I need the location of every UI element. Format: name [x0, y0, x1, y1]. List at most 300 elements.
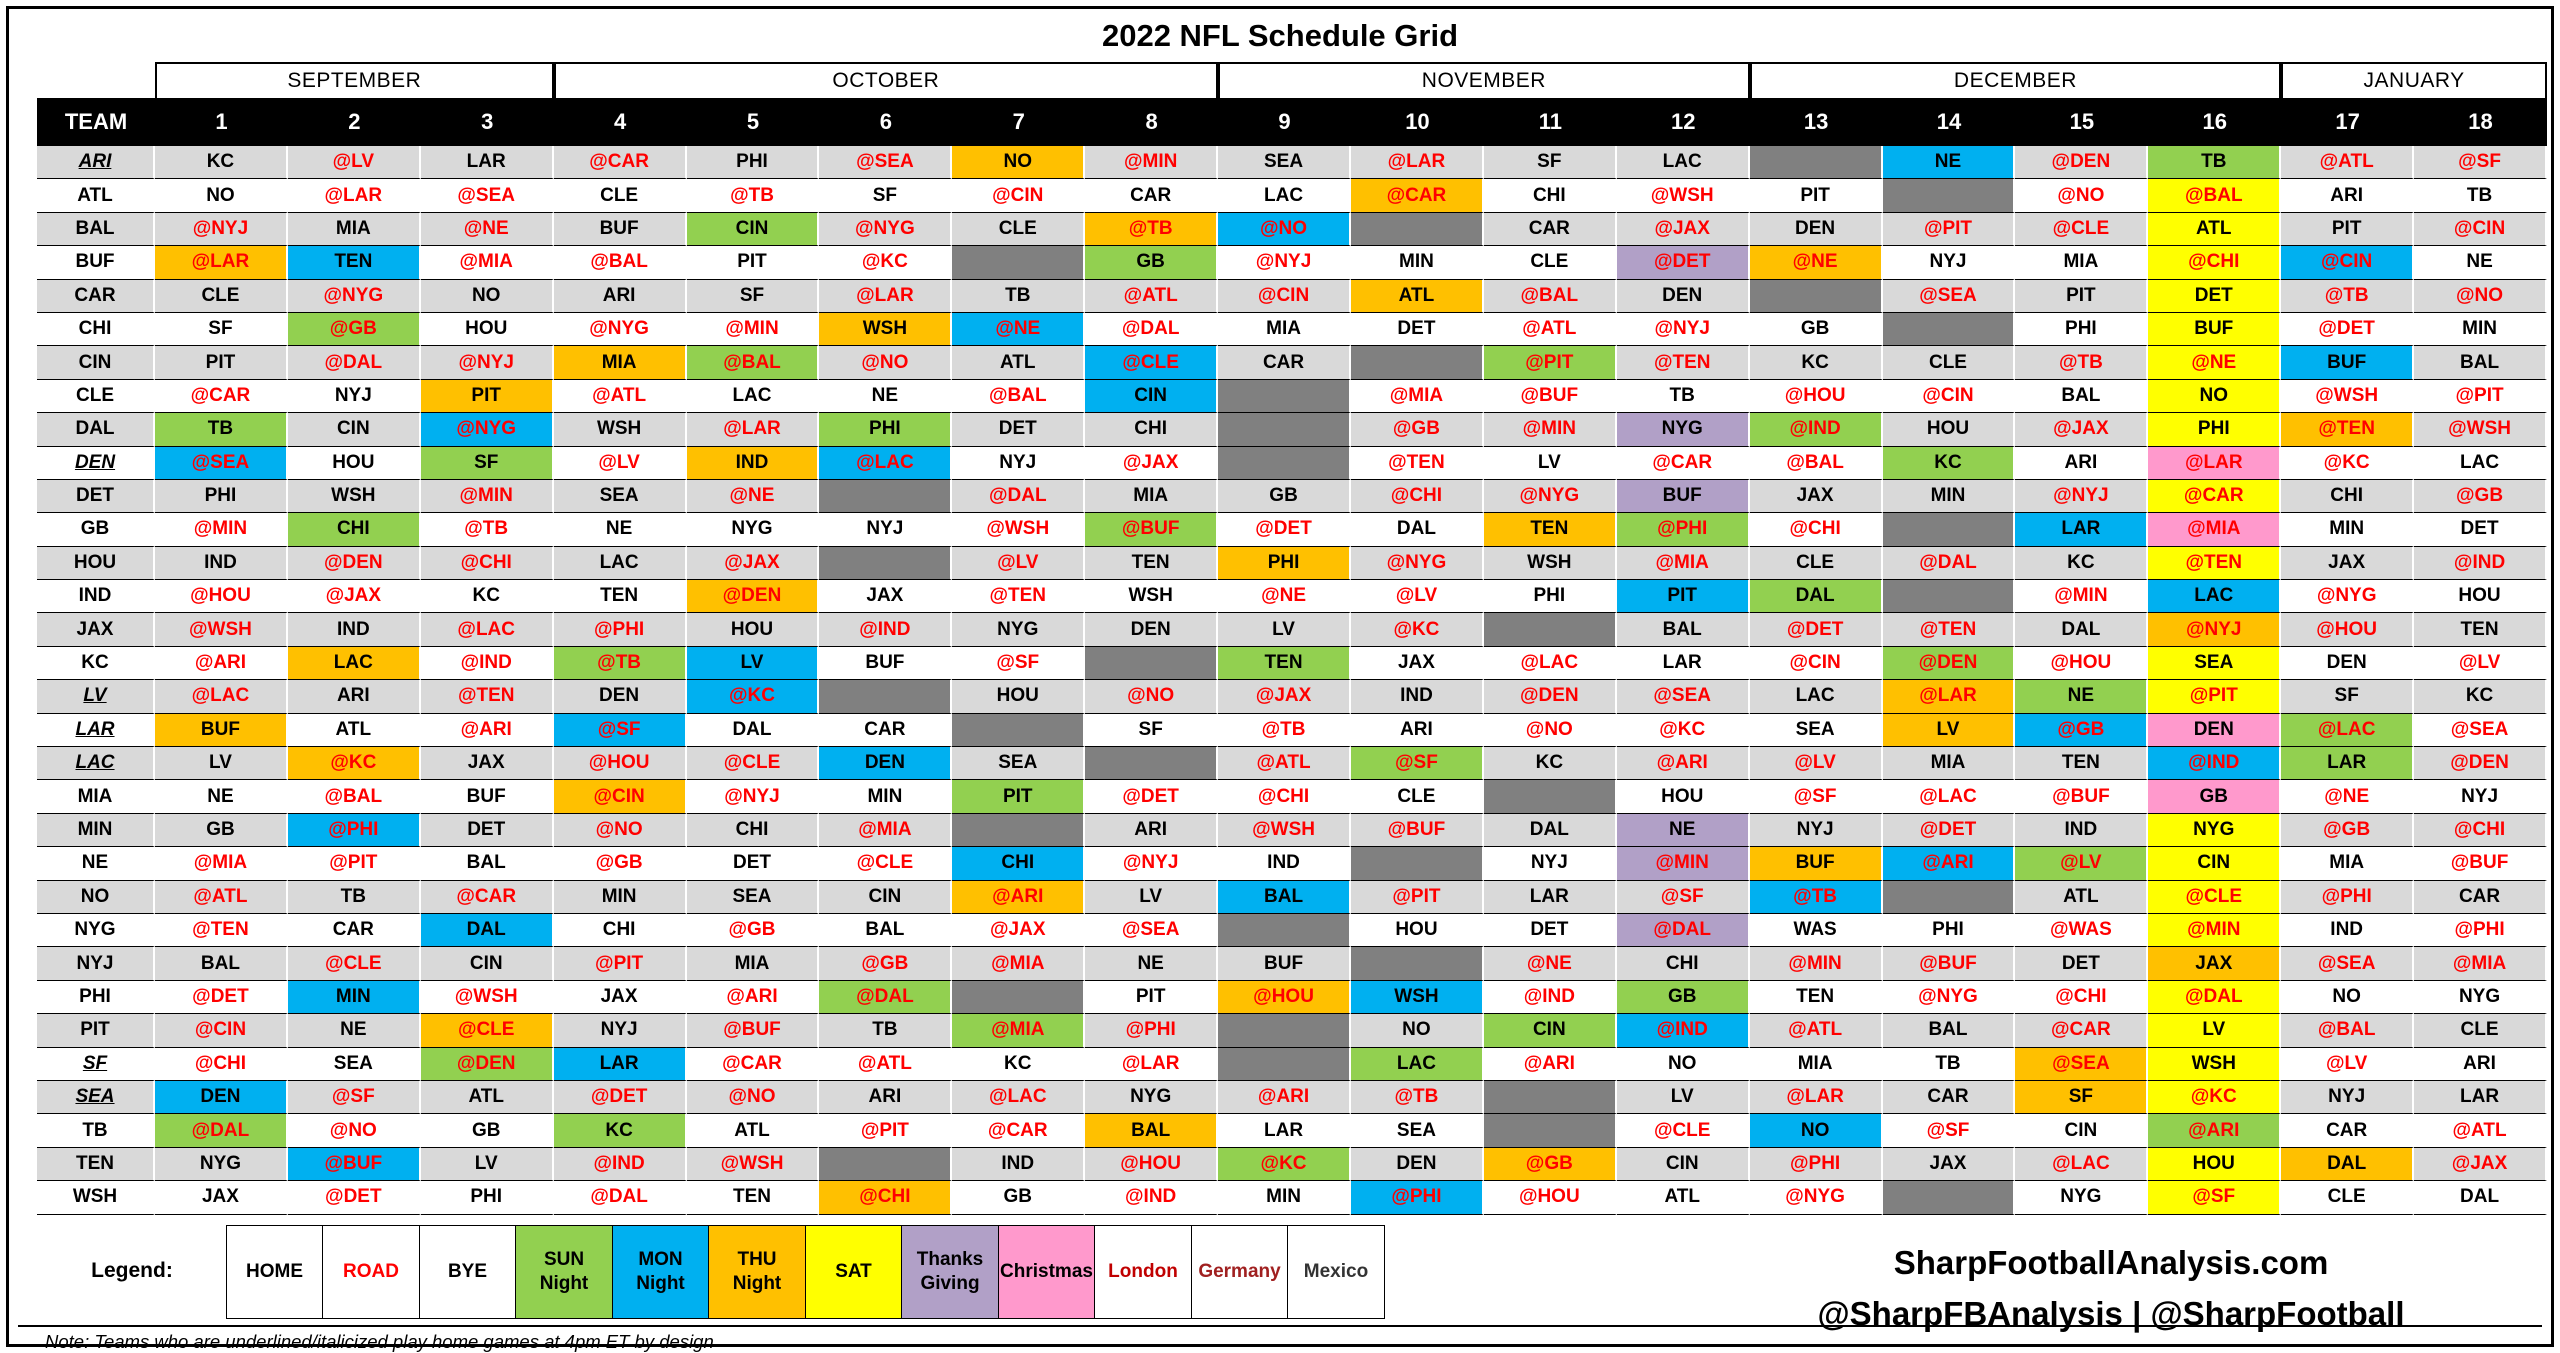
schedule-cell-sea-wk5[interactable]: @NO: [687, 1081, 820, 1114]
schedule-cell-nyj-wk2[interactable]: @CLE: [288, 947, 421, 980]
schedule-cell-lv-wk14[interactable]: @LAR: [1883, 680, 2016, 713]
schedule-cell-car-wk16[interactable]: DET: [2148, 280, 2281, 313]
schedule-cell-bal-wk13[interactable]: DEN: [1750, 213, 1883, 246]
schedule-cell-min-wk5[interactable]: CHI: [687, 814, 820, 847]
schedule-cell-chi-wk1[interactable]: SF: [155, 313, 288, 346]
schedule-cell-wsh-wk2[interactable]: @DET: [288, 1181, 421, 1214]
schedule-cell-lv-wk2[interactable]: ARI: [288, 680, 421, 713]
schedule-cell-nyj-wk17[interactable]: @SEA: [2281, 947, 2414, 980]
schedule-cell-den-wk17[interactable]: @KC: [2281, 447, 2414, 480]
schedule-cell-cle-wk5[interactable]: LAC: [687, 380, 820, 413]
schedule-cell-hou-wk17[interactable]: JAX: [2281, 547, 2414, 580]
schedule-cell-ind-wk8[interactable]: WSH: [1085, 580, 1218, 613]
schedule-cell-mia-wk2[interactable]: @BAL: [288, 780, 421, 813]
schedule-cell-jax-wk5[interactable]: HOU: [687, 613, 820, 646]
schedule-cell-tb-wk12[interactable]: @CLE: [1617, 1114, 1750, 1147]
schedule-cell-gb-wk8[interactable]: @BUF: [1085, 513, 1218, 546]
schedule-cell-dal-wk3[interactable]: @NYG: [421, 413, 554, 446]
schedule-cell-tb-wk7[interactable]: @CAR: [952, 1114, 1085, 1147]
team-name-det[interactable]: DET: [37, 480, 155, 513]
schedule-cell-den-wk9[interactable]: [1218, 447, 1351, 480]
column-header-week-9[interactable]: 9: [1218, 98, 1351, 146]
schedule-cell-hou-wk15[interactable]: KC: [2015, 547, 2148, 580]
schedule-cell-min-wk1[interactable]: GB: [155, 814, 288, 847]
schedule-cell-buf-wk8[interactable]: GB: [1085, 246, 1218, 279]
schedule-cell-cin-wk13[interactable]: KC: [1750, 346, 1883, 379]
schedule-cell-hou-wk2[interactable]: @DEN: [288, 547, 421, 580]
schedule-cell-phi-wk10[interactable]: WSH: [1351, 981, 1484, 1014]
schedule-cell-ari-wk1[interactable]: KC: [155, 146, 288, 179]
schedule-cell-mia-wk14[interactable]: @LAC: [1883, 780, 2016, 813]
schedule-cell-det-wk9[interactable]: GB: [1218, 480, 1351, 513]
schedule-cell-ind-wk9[interactable]: @NE: [1218, 580, 1351, 613]
schedule-cell-cle-wk8[interactable]: CIN: [1085, 380, 1218, 413]
legend-item-mon-night[interactable]: [612, 1225, 710, 1319]
schedule-cell-ten-wk4[interactable]: @IND: [554, 1148, 687, 1181]
schedule-cell-nyj-wk7[interactable]: @MIA: [952, 947, 1085, 980]
schedule-cell-cle-wk12[interactable]: TB: [1617, 380, 1750, 413]
schedule-cell-ne-wk11[interactable]: NYJ: [1484, 847, 1617, 880]
schedule-cell-lv-wk9[interactable]: @JAX: [1218, 680, 1351, 713]
schedule-cell-mia-wk10[interactable]: CLE: [1351, 780, 1484, 813]
schedule-cell-ne-wk14[interactable]: @ARI: [1883, 847, 2016, 880]
schedule-cell-car-wk18[interactable]: @NO: [2414, 280, 2547, 313]
schedule-cell-hou-wk8[interactable]: TEN: [1085, 547, 1218, 580]
schedule-cell-bal-wk16[interactable]: ATL: [2148, 213, 2281, 246]
schedule-cell-sea-wk13[interactable]: @LAR: [1750, 1081, 1883, 1114]
schedule-cell-no-wk17[interactable]: @PHI: [2281, 881, 2414, 914]
schedule-cell-det-wk2[interactable]: WSH: [288, 480, 421, 513]
schedule-cell-pit-wk5[interactable]: @BUF: [687, 1014, 820, 1047]
schedule-cell-atl-wk15[interactable]: @NO: [2015, 179, 2148, 212]
schedule-cell-sea-wk17[interactable]: NYJ: [2281, 1081, 2414, 1114]
schedule-cell-bal-wk1[interactable]: @NYJ: [155, 213, 288, 246]
schedule-cell-phi-wk6[interactable]: @DAL: [819, 981, 952, 1014]
schedule-cell-ne-wk7[interactable]: CHI: [952, 847, 1085, 880]
schedule-cell-car-wk1[interactable]: CLE: [155, 280, 288, 313]
legend-item-thu-night[interactable]: [708, 1225, 806, 1319]
schedule-cell-ten-wk7[interactable]: IND: [952, 1148, 1085, 1181]
schedule-cell-den-wk6[interactable]: @LAC: [819, 447, 952, 480]
schedule-cell-lv-wk10[interactable]: IND: [1351, 680, 1484, 713]
column-header-week-7[interactable]: 7: [952, 98, 1085, 146]
schedule-cell-kc-wk18[interactable]: @LV: [2414, 647, 2547, 680]
schedule-cell-sea-wk7[interactable]: @LAC: [952, 1081, 1085, 1114]
team-name-nyg[interactable]: NYG: [37, 914, 155, 947]
schedule-cell-cle-wk1[interactable]: @CAR: [155, 380, 288, 413]
schedule-cell-kc-wk14[interactable]: @DEN: [1883, 647, 2016, 680]
schedule-cell-gb-wk6[interactable]: NYJ: [819, 513, 952, 546]
schedule-cell-bal-wk18[interactable]: @CIN: [2414, 213, 2547, 246]
schedule-cell-det-wk16[interactable]: @CAR: [2148, 480, 2281, 513]
schedule-cell-hou-wk4[interactable]: LAC: [554, 547, 687, 580]
schedule-cell-gb-wk11[interactable]: TEN: [1484, 513, 1617, 546]
schedule-cell-lar-wk2[interactable]: ATL: [288, 714, 421, 747]
schedule-cell-sf-wk7[interactable]: KC: [952, 1048, 1085, 1081]
schedule-cell-atl-wk5[interactable]: @TB: [687, 179, 820, 212]
schedule-cell-pit-wk4[interactable]: NYJ: [554, 1014, 687, 1047]
schedule-cell-buf-wk15[interactable]: MIA: [2015, 246, 2148, 279]
schedule-cell-min-wk2[interactable]: @PHI: [288, 814, 421, 847]
schedule-cell-min-wk15[interactable]: IND: [2015, 814, 2148, 847]
schedule-cell-phi-wk5[interactable]: @ARI: [687, 981, 820, 1014]
schedule-cell-nyj-wk11[interactable]: @NE: [1484, 947, 1617, 980]
schedule-cell-ne-wk3[interactable]: BAL: [421, 847, 554, 880]
schedule-cell-lac-wk6[interactable]: DEN: [819, 747, 952, 780]
schedule-cell-car-wk11[interactable]: @BAL: [1484, 280, 1617, 313]
schedule-cell-lv-wk6[interactable]: [819, 680, 952, 713]
schedule-cell-ten-wk5[interactable]: @WSH: [687, 1148, 820, 1181]
schedule-cell-det-wk11[interactable]: @NYG: [1484, 480, 1617, 513]
team-name-min[interactable]: MIN: [37, 814, 155, 847]
schedule-cell-kc-wk6[interactable]: BUF: [819, 647, 952, 680]
schedule-cell-cin-wk3[interactable]: @NYJ: [421, 346, 554, 379]
schedule-cell-min-wk4[interactable]: @NO: [554, 814, 687, 847]
schedule-cell-tb-wk1[interactable]: @DAL: [155, 1114, 288, 1147]
schedule-cell-lv-wk18[interactable]: KC: [2414, 680, 2547, 713]
schedule-cell-atl-wk17[interactable]: ARI: [2281, 179, 2414, 212]
schedule-cell-kc-wk5[interactable]: LV: [687, 647, 820, 680]
schedule-cell-wsh-wk3[interactable]: PHI: [421, 1181, 554, 1214]
schedule-cell-ari-wk17[interactable]: @ATL: [2281, 146, 2414, 179]
schedule-cell-lar-wk8[interactable]: SF: [1085, 714, 1218, 747]
schedule-cell-dal-wk13[interactable]: @IND: [1750, 413, 1883, 446]
column-header-week-11[interactable]: 11: [1484, 98, 1617, 146]
schedule-cell-ari-wk10[interactable]: @LAR: [1351, 146, 1484, 179]
schedule-cell-lac-wk3[interactable]: JAX: [421, 747, 554, 780]
team-name-sf[interactable]: SF: [37, 1048, 155, 1081]
schedule-cell-hou-wk9[interactable]: PHI: [1218, 547, 1351, 580]
team-name-cin[interactable]: CIN: [37, 346, 155, 379]
schedule-cell-ari-wk8[interactable]: @MIN: [1085, 146, 1218, 179]
schedule-cell-ind-wk18[interactable]: HOU: [2414, 580, 2547, 613]
schedule-cell-buf-wk12[interactable]: @DET: [1617, 246, 1750, 279]
schedule-cell-pit-wk7[interactable]: @MIA: [952, 1014, 1085, 1047]
schedule-cell-tb-wk9[interactable]: LAR: [1218, 1114, 1351, 1147]
schedule-cell-pit-wk15[interactable]: @CAR: [2015, 1014, 2148, 1047]
schedule-cell-dal-wk4[interactable]: WSH: [554, 413, 687, 446]
schedule-cell-min-wk13[interactable]: NYJ: [1750, 814, 1883, 847]
column-header-team[interactable]: TEAM: [37, 98, 155, 146]
schedule-cell-sea-wk1[interactable]: DEN: [155, 1081, 288, 1114]
schedule-cell-dal-wk1[interactable]: TB: [155, 413, 288, 446]
schedule-cell-ind-wk1[interactable]: @HOU: [155, 580, 288, 613]
schedule-cell-sea-wk15[interactable]: SF: [2015, 1081, 2148, 1114]
schedule-cell-sea-wk11[interactable]: [1484, 1081, 1617, 1114]
schedule-cell-ten-wk17[interactable]: DAL: [2281, 1148, 2414, 1181]
schedule-cell-phi-wk18[interactable]: NYG: [2414, 981, 2547, 1014]
schedule-cell-sf-wk3[interactable]: @DEN: [421, 1048, 554, 1081]
schedule-cell-sf-wk14[interactable]: TB: [1883, 1048, 2016, 1081]
schedule-cell-phi-wk4[interactable]: JAX: [554, 981, 687, 1014]
schedule-cell-atl-wk11[interactable]: CHI: [1484, 179, 1617, 212]
schedule-cell-wsh-wk6[interactable]: @CHI: [819, 1181, 952, 1214]
schedule-cell-kc-wk9[interactable]: TEN: [1218, 647, 1351, 680]
schedule-cell-hou-wk16[interactable]: @TEN: [2148, 547, 2281, 580]
team-name-wsh[interactable]: WSH: [37, 1181, 155, 1214]
schedule-cell-lac-wk7[interactable]: SEA: [952, 747, 1085, 780]
schedule-cell-chi-wk9[interactable]: MIA: [1218, 313, 1351, 346]
schedule-cell-lac-wk15[interactable]: TEN: [2015, 747, 2148, 780]
schedule-cell-lar-wk18[interactable]: @SEA: [2414, 714, 2547, 747]
schedule-cell-no-wk11[interactable]: LAR: [1484, 881, 1617, 914]
schedule-cell-atl-wk12[interactable]: @WSH: [1617, 179, 1750, 212]
schedule-cell-kc-wk7[interactable]: @SF: [952, 647, 1085, 680]
schedule-cell-lv-wk4[interactable]: DEN: [554, 680, 687, 713]
schedule-cell-nyg-wk2[interactable]: CAR: [288, 914, 421, 947]
schedule-cell-jax-wk3[interactable]: @LAC: [421, 613, 554, 646]
column-header-week-16[interactable]: 16: [2148, 98, 2281, 146]
schedule-cell-sf-wk5[interactable]: @CAR: [687, 1048, 820, 1081]
schedule-cell-buf-wk17[interactable]: @CIN: [2281, 246, 2414, 279]
schedule-cell-atl-wk4[interactable]: CLE: [554, 179, 687, 212]
schedule-cell-ne-wk13[interactable]: BUF: [1750, 847, 1883, 880]
team-name-car[interactable]: CAR: [37, 280, 155, 313]
schedule-cell-sf-wk6[interactable]: @ATL: [819, 1048, 952, 1081]
schedule-cell-ne-wk8[interactable]: @NYJ: [1085, 847, 1218, 880]
schedule-cell-bal-wk7[interactable]: CLE: [952, 213, 1085, 246]
schedule-cell-cin-wk4[interactable]: MIA: [554, 346, 687, 379]
schedule-cell-nyj-wk16[interactable]: JAX: [2148, 947, 2281, 980]
schedule-cell-lar-wk12[interactable]: @KC: [1617, 714, 1750, 747]
schedule-cell-atl-wk2[interactable]: @LAR: [288, 179, 421, 212]
schedule-cell-nyg-wk17[interactable]: IND: [2281, 914, 2414, 947]
schedule-cell-sea-wk14[interactable]: CAR: [1883, 1081, 2016, 1114]
schedule-cell-jax-wk15[interactable]: DAL: [2015, 613, 2148, 646]
schedule-cell-lac-wk1[interactable]: LV: [155, 747, 288, 780]
schedule-cell-lar-wk17[interactable]: @LAC: [2281, 714, 2414, 747]
schedule-cell-lar-wk1[interactable]: BUF: [155, 714, 288, 747]
schedule-cell-bal-wk17[interactable]: PIT: [2281, 213, 2414, 246]
team-name-ari[interactable]: ARI: [37, 146, 155, 179]
schedule-cell-cin-wk1[interactable]: PIT: [155, 346, 288, 379]
schedule-cell-kc-wk12[interactable]: LAR: [1617, 647, 1750, 680]
schedule-cell-phi-wk17[interactable]: NO: [2281, 981, 2414, 1014]
schedule-cell-lac-wk18[interactable]: @DEN: [2414, 747, 2547, 780]
schedule-cell-ne-wk12[interactable]: @MIN: [1617, 847, 1750, 880]
schedule-cell-chi-wk10[interactable]: DET: [1351, 313, 1484, 346]
schedule-cell-phi-wk13[interactable]: TEN: [1750, 981, 1883, 1014]
schedule-cell-ne-wk1[interactable]: @MIA: [155, 847, 288, 880]
schedule-cell-chi-wk16[interactable]: BUF: [2148, 313, 2281, 346]
schedule-cell-bal-wk9[interactable]: @NO: [1218, 213, 1351, 246]
schedule-cell-gb-wk15[interactable]: LAR: [2015, 513, 2148, 546]
team-name-buf[interactable]: BUF: [37, 246, 155, 279]
schedule-cell-jax-wk7[interactable]: NYG: [952, 613, 1085, 646]
schedule-cell-atl-wk10[interactable]: @CAR: [1351, 179, 1484, 212]
legend-item-bye[interactable]: [419, 1225, 517, 1319]
schedule-cell-hou-wk11[interactable]: WSH: [1484, 547, 1617, 580]
schedule-cell-hou-wk14[interactable]: @DAL: [1883, 547, 2016, 580]
schedule-cell-dal-wk11[interactable]: @MIN: [1484, 413, 1617, 446]
schedule-cell-lar-wk11[interactable]: @NO: [1484, 714, 1617, 747]
schedule-cell-ten-wk8[interactable]: @HOU: [1085, 1148, 1218, 1181]
column-header-week-10[interactable]: 10: [1351, 98, 1484, 146]
schedule-cell-no-wk16[interactable]: @CLE: [2148, 881, 2281, 914]
schedule-cell-car-wk17[interactable]: @TB: [2281, 280, 2414, 313]
schedule-cell-ari-wk3[interactable]: LAR: [421, 146, 554, 179]
schedule-cell-det-wk12[interactable]: BUF: [1617, 480, 1750, 513]
schedule-cell-gb-wk2[interactable]: CHI: [288, 513, 421, 546]
schedule-cell-buf-wk11[interactable]: CLE: [1484, 246, 1617, 279]
schedule-cell-car-wk2[interactable]: @NYG: [288, 280, 421, 313]
schedule-cell-den-wk13[interactable]: @BAL: [1750, 447, 1883, 480]
schedule-cell-phi-wk15[interactable]: @CHI: [2015, 981, 2148, 1014]
schedule-cell-nyj-wk5[interactable]: MIA: [687, 947, 820, 980]
schedule-cell-gb-wk1[interactable]: @MIN: [155, 513, 288, 546]
legend-item-germany[interactable]: [1191, 1225, 1289, 1319]
schedule-cell-wsh-wk14[interactable]: [1883, 1181, 2016, 1214]
schedule-cell-mia-wk8[interactable]: @DET: [1085, 780, 1218, 813]
schedule-cell-den-wk1[interactable]: @SEA: [155, 447, 288, 480]
schedule-cell-jax-wk14[interactable]: @TEN: [1883, 613, 2016, 646]
schedule-cell-ari-wk7[interactable]: NO: [952, 146, 1085, 179]
schedule-cell-chi-wk2[interactable]: @GB: [288, 313, 421, 346]
schedule-cell-ten-wk1[interactable]: NYG: [155, 1148, 288, 1181]
schedule-cell-dal-wk14[interactable]: HOU: [1883, 413, 2016, 446]
schedule-cell-phi-wk9[interactable]: @HOU: [1218, 981, 1351, 1014]
schedule-cell-det-wk1[interactable]: PHI: [155, 480, 288, 513]
schedule-cell-den-wk8[interactable]: @JAX: [1085, 447, 1218, 480]
schedule-cell-ari-wk6[interactable]: @SEA: [819, 146, 952, 179]
schedule-cell-lac-wk11[interactable]: KC: [1484, 747, 1617, 780]
schedule-cell-wsh-wk5[interactable]: TEN: [687, 1181, 820, 1214]
column-header-week-17[interactable]: 17: [2281, 98, 2414, 146]
schedule-cell-sf-wk10[interactable]: LAC: [1351, 1048, 1484, 1081]
schedule-cell-ari-wk14[interactable]: NE: [1883, 146, 2016, 179]
schedule-cell-wsh-wk9[interactable]: MIN: [1218, 1181, 1351, 1214]
schedule-cell-ne-wk6[interactable]: @CLE: [819, 847, 952, 880]
team-name-sea[interactable]: SEA: [37, 1081, 155, 1114]
schedule-cell-phi-wk11[interactable]: @IND: [1484, 981, 1617, 1014]
schedule-cell-jax-wk11[interactable]: [1484, 613, 1617, 646]
schedule-cell-bal-wk2[interactable]: MIA: [288, 213, 421, 246]
schedule-cell-pit-wk10[interactable]: NO: [1351, 1014, 1484, 1047]
schedule-cell-buf-wk5[interactable]: PIT: [687, 246, 820, 279]
schedule-cell-chi-wk7[interactable]: @NE: [952, 313, 1085, 346]
schedule-cell-nyg-wk4[interactable]: CHI: [554, 914, 687, 947]
schedule-cell-ari-wk16[interactable]: TB: [2148, 146, 2281, 179]
schedule-cell-sf-wk2[interactable]: SEA: [288, 1048, 421, 1081]
schedule-cell-tb-wk4[interactable]: KC: [554, 1114, 687, 1147]
schedule-cell-min-wk14[interactable]: @DET: [1883, 814, 2016, 847]
team-name-ind[interactable]: IND: [37, 580, 155, 613]
schedule-cell-buf-wk10[interactable]: MIN: [1351, 246, 1484, 279]
team-name-ten[interactable]: TEN: [37, 1148, 155, 1181]
team-name-gb[interactable]: GB: [37, 513, 155, 546]
schedule-cell-chi-wk13[interactable]: GB: [1750, 313, 1883, 346]
schedule-cell-no-wk14[interactable]: [1883, 881, 2016, 914]
schedule-cell-pit-wk2[interactable]: NE: [288, 1014, 421, 1047]
schedule-cell-gb-wk3[interactable]: @TB: [421, 513, 554, 546]
schedule-cell-lv-wk17[interactable]: SF: [2281, 680, 2414, 713]
schedule-cell-ten-wk9[interactable]: @KC: [1218, 1148, 1351, 1181]
schedule-cell-cle-wk13[interactable]: @HOU: [1750, 380, 1883, 413]
schedule-cell-cle-wk11[interactable]: @BUF: [1484, 380, 1617, 413]
schedule-cell-tb-wk14[interactable]: @SF: [1883, 1114, 2016, 1147]
schedule-cell-sf-wk16[interactable]: WSH: [2148, 1048, 2281, 1081]
schedule-cell-buf-wk9[interactable]: @NYJ: [1218, 246, 1351, 279]
schedule-cell-lac-wk2[interactable]: @KC: [288, 747, 421, 780]
schedule-cell-mia-wk17[interactable]: @NE: [2281, 780, 2414, 813]
schedule-cell-lac-wk4[interactable]: @HOU: [554, 747, 687, 780]
schedule-cell-hou-wk18[interactable]: @IND: [2414, 547, 2547, 580]
schedule-cell-nyg-wk12[interactable]: @DAL: [1617, 914, 1750, 947]
schedule-cell-kc-wk8[interactable]: [1085, 647, 1218, 680]
schedule-cell-ind-wk3[interactable]: KC: [421, 580, 554, 613]
schedule-cell-dal-wk16[interactable]: PHI: [2148, 413, 2281, 446]
schedule-cell-pit-wk14[interactable]: BAL: [1883, 1014, 2016, 1047]
schedule-cell-pit-wk9[interactable]: [1218, 1014, 1351, 1047]
schedule-cell-pit-wk11[interactable]: CIN: [1484, 1014, 1617, 1047]
schedule-cell-det-wk5[interactable]: @NE: [687, 480, 820, 513]
schedule-cell-jax-wk12[interactable]: BAL: [1617, 613, 1750, 646]
team-name-lar[interactable]: LAR: [37, 714, 155, 747]
schedule-cell-min-wk12[interactable]: NE: [1617, 814, 1750, 847]
schedule-cell-ari-wk15[interactable]: @DEN: [2015, 146, 2148, 179]
schedule-cell-nyg-wk14[interactable]: PHI: [1883, 914, 2016, 947]
legend-item-road[interactable]: [322, 1225, 420, 1319]
schedule-cell-sf-wk4[interactable]: LAR: [554, 1048, 687, 1081]
schedule-cell-atl-wk13[interactable]: PIT: [1750, 179, 1883, 212]
team-name-chi[interactable]: CHI: [37, 313, 155, 346]
schedule-cell-cle-wk6[interactable]: NE: [819, 380, 952, 413]
schedule-cell-sf-wk8[interactable]: @LAR: [1085, 1048, 1218, 1081]
schedule-cell-jax-wk17[interactable]: @HOU: [2281, 613, 2414, 646]
schedule-cell-mia-wk4[interactable]: @CIN: [554, 780, 687, 813]
schedule-cell-pit-wk3[interactable]: @CLE: [421, 1014, 554, 1047]
legend-item-london[interactable]: [1094, 1225, 1192, 1319]
schedule-cell-cin-wk12[interactable]: @TEN: [1617, 346, 1750, 379]
schedule-cell-nyg-wk7[interactable]: @JAX: [952, 914, 1085, 947]
schedule-cell-ind-wk17[interactable]: @NYG: [2281, 580, 2414, 613]
schedule-cell-ind-wk7[interactable]: @TEN: [952, 580, 1085, 613]
column-header-week-18[interactable]: 18: [2414, 98, 2547, 146]
schedule-cell-chi-wk11[interactable]: @ATL: [1484, 313, 1617, 346]
schedule-cell-sea-wk16[interactable]: @KC: [2148, 1081, 2281, 1114]
schedule-cell-nyg-wk13[interactable]: WAS: [1750, 914, 1883, 947]
schedule-cell-jax-wk13[interactable]: @DET: [1750, 613, 1883, 646]
team-name-jax[interactable]: JAX: [37, 613, 155, 646]
schedule-cell-bal-wk11[interactable]: CAR: [1484, 213, 1617, 246]
schedule-cell-lv-wk1[interactable]: @LAC: [155, 680, 288, 713]
schedule-cell-jax-wk9[interactable]: LV: [1218, 613, 1351, 646]
schedule-cell-jax-wk10[interactable]: @KC: [1351, 613, 1484, 646]
schedule-cell-pit-wk6[interactable]: TB: [819, 1014, 952, 1047]
schedule-cell-tb-wk5[interactable]: ATL: [687, 1114, 820, 1147]
schedule-cell-det-wk13[interactable]: JAX: [1750, 480, 1883, 513]
schedule-cell-mia-wk13[interactable]: @SF: [1750, 780, 1883, 813]
schedule-cell-lar-wk4[interactable]: @SF: [554, 714, 687, 747]
schedule-cell-kc-wk2[interactable]: LAC: [288, 647, 421, 680]
schedule-cell-nyj-wk1[interactable]: BAL: [155, 947, 288, 980]
column-header-week-3[interactable]: 3: [421, 98, 554, 146]
team-name-mia[interactable]: MIA: [37, 780, 155, 813]
schedule-cell-mia-wk18[interactable]: NYJ: [2414, 780, 2547, 813]
schedule-cell-bal-wk8[interactable]: @TB: [1085, 213, 1218, 246]
team-name-dal[interactable]: DAL: [37, 413, 155, 446]
schedule-cell-dal-wk8[interactable]: CHI: [1085, 413, 1218, 446]
schedule-cell-pit-wk18[interactable]: CLE: [2414, 1014, 2547, 1047]
schedule-cell-cle-wk3[interactable]: PIT: [421, 380, 554, 413]
schedule-cell-tb-wk17[interactable]: CAR: [2281, 1114, 2414, 1147]
schedule-cell-ne-wk2[interactable]: @PIT: [288, 847, 421, 880]
legend-item-sun-night[interactable]: [515, 1225, 613, 1319]
schedule-cell-phi-wk3[interactable]: @WSH: [421, 981, 554, 1014]
schedule-cell-cle-wk18[interactable]: @PIT: [2414, 380, 2547, 413]
schedule-cell-nyg-wk8[interactable]: @SEA: [1085, 914, 1218, 947]
schedule-cell-jax-wk4[interactable]: @PHI: [554, 613, 687, 646]
